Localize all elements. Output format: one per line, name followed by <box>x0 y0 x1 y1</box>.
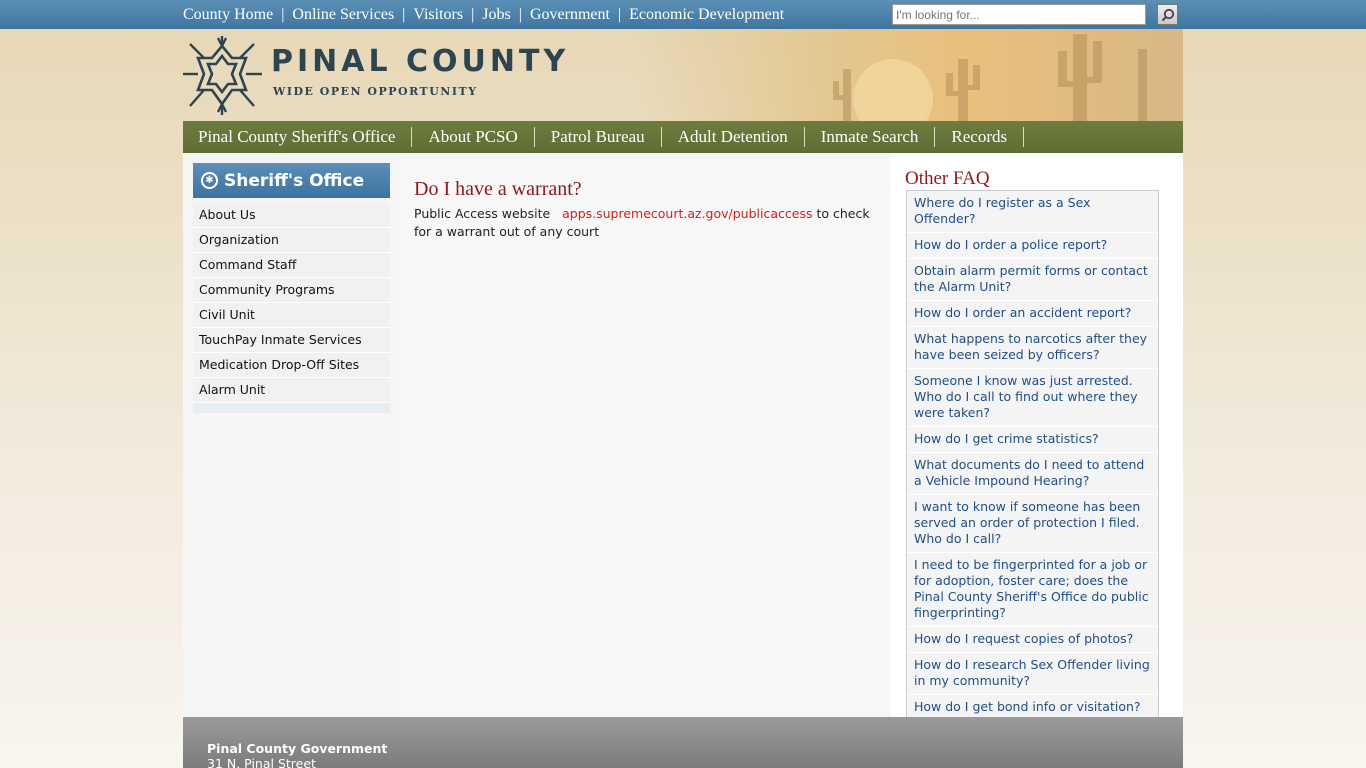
site-header <box>183 29 1183 121</box>
sidebar-header <box>193 163 390 198</box>
faq-title: Other FAQ <box>905 168 990 189</box>
top-utility-bar <box>0 0 1366 29</box>
faq-item[interactable]: How do I get crime statistics? <box>907 427 1158 453</box>
page-title: Do I have a warrant? <box>414 178 582 200</box>
topnav-separator: | <box>402 6 406 23</box>
faq-item[interactable]: How do I order a police report? <box>907 233 1158 259</box>
sun-star-logo-icon[interactable] <box>183 34 264 118</box>
main-nav <box>183 121 1183 153</box>
sheriff-star-icon: ✱ <box>201 172 218 189</box>
faq-item[interactable]: I need to be fingerprinted for a job or for adoption, foster care; does the Pinal County Sheriff's Office do public fingerprinting? <box>907 553 1158 627</box>
search-button[interactable] <box>1157 4 1178 25</box>
topnav-visitors[interactable]: Visitors <box>413 6 464 23</box>
faq-item[interactable]: What documents do I need to attend a Vehicle Impound Hearing? <box>907 453 1158 495</box>
faq-item[interactable]: How do I get bond info or visitation? <box>914 699 1141 714</box>
article-body <box>414 205 884 241</box>
topnav-separator: | <box>471 6 475 23</box>
sidebar-item-touchpay[interactable]: TouchPay Inmate Services <box>193 328 390 353</box>
faq-item[interactable]: I want to know if someone has been served an order of protection I filed. Who do I call? <box>907 495 1158 553</box>
faq-item[interactable]: How do I research Sex Offender living in my community? <box>907 653 1158 695</box>
faq-list <box>906 190 1159 721</box>
topnav-county-home[interactable]: County Home <box>183 6 274 23</box>
faq-item[interactable]: Someone I know was just arrested. Who do I call to find out where they were taken? <box>907 369 1158 427</box>
topnav-government[interactable]: Government <box>529 6 610 23</box>
magnifier-icon <box>1161 8 1175 22</box>
mainnav-adult-detention[interactable]: Adult Detention <box>662 127 805 147</box>
topnav-jobs[interactable]: Jobs <box>482 6 511 23</box>
topnav-separator: | <box>617 6 622 23</box>
sidebar-list <box>193 203 390 403</box>
site-footer <box>183 717 1183 768</box>
main-article <box>400 153 891 717</box>
mainnav-patrol-bureau[interactable]: Patrol Bureau <box>535 127 662 147</box>
other-faq-panel <box>891 153 1183 717</box>
search-input[interactable] <box>892 4 1146 25</box>
faq-item[interactable]: What happens to narcotics after they have been seized by officers? <box>907 327 1158 369</box>
sidebar-item-command-staff[interactable]: Command Staff <box>193 253 390 278</box>
public-access-link[interactable]: apps.supremecourt.az.gov/publicaccess <box>562 206 813 221</box>
faq-item[interactable]: How do I order an accident report? <box>907 301 1158 327</box>
faq-item[interactable]: How do I request copies of photos? <box>907 627 1158 653</box>
topnav-online-services[interactable]: Online Services <box>292 6 395 23</box>
article-text-before: Public Access website <box>414 206 551 221</box>
sidebar-item-about-us[interactable]: About Us <box>193 203 390 228</box>
logo-tagline: WIDE OPEN OPPORTUNITY <box>273 85 478 98</box>
sidebar-item-medication-drop-off[interactable]: Medication Drop-Off Sites <box>193 353 390 378</box>
sidebar-title: Sheriff's Office <box>224 170 365 191</box>
faq-item[interactable]: Where do I register as a Sex Offender? <box>907 191 1158 233</box>
sidebar-item-community-programs[interactable]: Community Programs <box>193 278 390 303</box>
article-text-after: to check for a warrant out of any court <box>414 206 870 239</box>
top-nav <box>183 5 784 25</box>
mainnav-inmate-search[interactable]: Inmate Search <box>805 127 936 147</box>
topnav-separator: | <box>518 6 522 23</box>
sidebar <box>183 153 400 717</box>
sidebar-footer-strip <box>193 403 390 413</box>
topnav-separator: | <box>281 6 285 23</box>
sidebar-item-alarm-unit[interactable]: Alarm Unit <box>193 378 390 403</box>
sidebar-item-civil-unit[interactable]: Civil Unit <box>193 303 390 328</box>
footer-address: 31 N. Pinal Street <box>207 756 316 768</box>
desert-cactus-banner <box>783 29 1183 121</box>
content-area <box>183 153 1183 717</box>
mainnav-pcso[interactable]: Pinal County Sheriff's Office <box>198 127 412 147</box>
sidebar-item-organization[interactable]: Organization <box>193 228 390 253</box>
topnav-economic-development[interactable]: Economic Development <box>629 6 785 23</box>
footer-org-name: Pinal County Government <box>207 741 388 756</box>
mainnav-records[interactable]: Records <box>935 127 1024 147</box>
faq-item[interactable]: Obtain alarm permit forms or contact the Alarm Unit? <box>907 259 1158 301</box>
logo-title[interactable]: PINAL COUNTY <box>271 44 570 79</box>
mainnav-about-pcso[interactable]: About PCSO <box>412 127 534 147</box>
